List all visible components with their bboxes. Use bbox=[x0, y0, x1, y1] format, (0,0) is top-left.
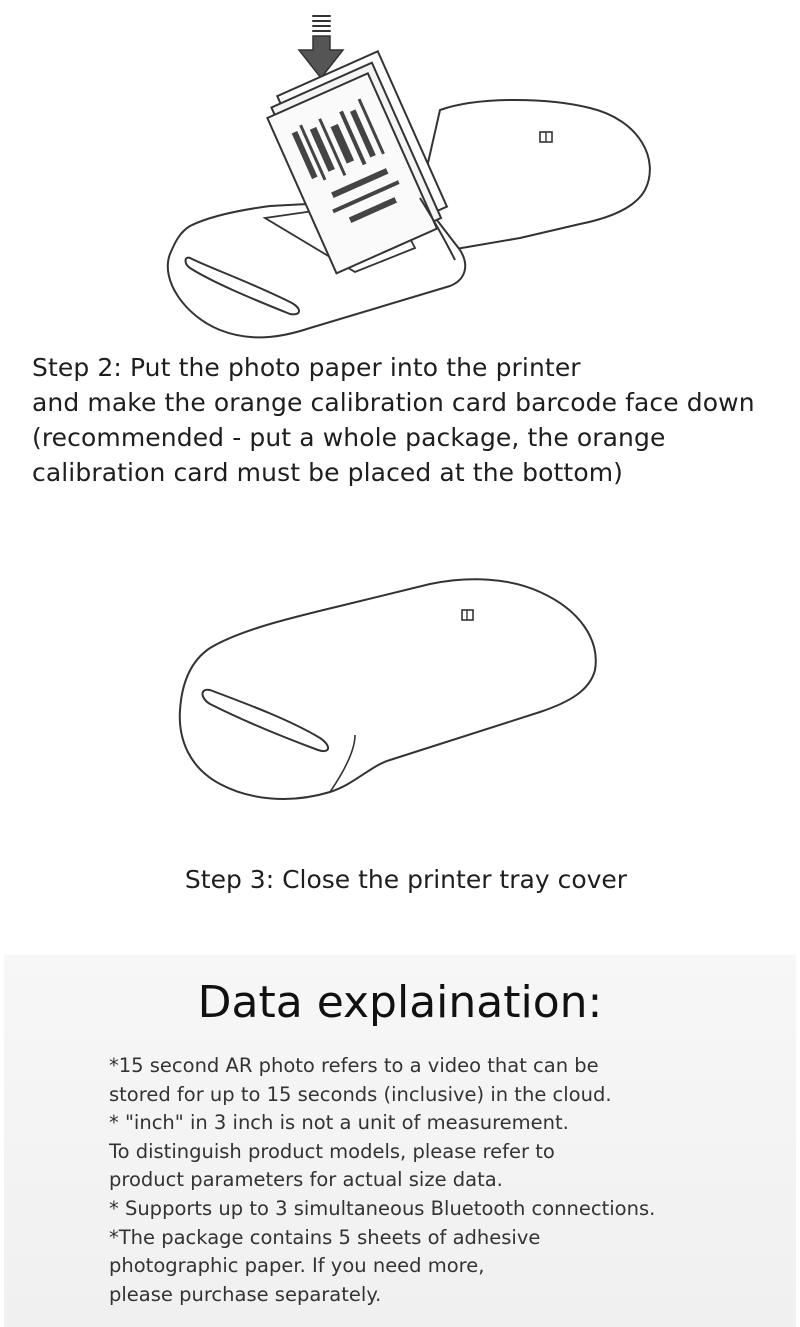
step2-line-3: (recommended - put a whole package, the orange bbox=[32, 423, 666, 452]
data-line-8: photographic paper. If you need more, bbox=[109, 1254, 485, 1278]
data-line-9: please purchase separately. bbox=[109, 1282, 382, 1306]
printer-with-paper-illustration bbox=[150, 10, 670, 350]
printer-closed-illustration bbox=[170, 570, 620, 810]
data-explanation-panel bbox=[4, 955, 796, 1327]
step2-line-2: and make the orange calibration card barcode face down bbox=[32, 388, 755, 417]
data-line-4: To distinguish product models, please refer to bbox=[109, 1139, 555, 1163]
step2-line-4: calibration card must be placed at the bottom) bbox=[32, 458, 624, 487]
data-line-3: * "inch" in 3 inch is not a unit of measurement. bbox=[109, 1111, 569, 1135]
data-explanation-title: Data explaination: bbox=[197, 977, 603, 1028]
step2-instructions bbox=[32, 350, 792, 490]
data-line-5: product parameters for actual size data. bbox=[109, 1168, 503, 1192]
step3-caption: Step 3: Close the printer tray cover bbox=[184, 865, 628, 894]
data-line-2: stored for up to 15 seconds (inclusive) in the cloud. bbox=[109, 1082, 612, 1106]
printer-paper-icon bbox=[150, 10, 670, 350]
data-line-7: *The package contains 5 sheets of adhesive bbox=[109, 1225, 541, 1249]
data-explanation-body bbox=[109, 1052, 789, 1309]
printer-closed-icon bbox=[170, 570, 620, 810]
step2-line-1: Step 2: Put the photo paper into the printer bbox=[32, 353, 581, 382]
data-line-6: * Supports up to 3 simultaneous Bluetooth connections. bbox=[109, 1196, 656, 1220]
data-line-1: *15 second AR photo refers to a video that can be bbox=[109, 1054, 599, 1077]
